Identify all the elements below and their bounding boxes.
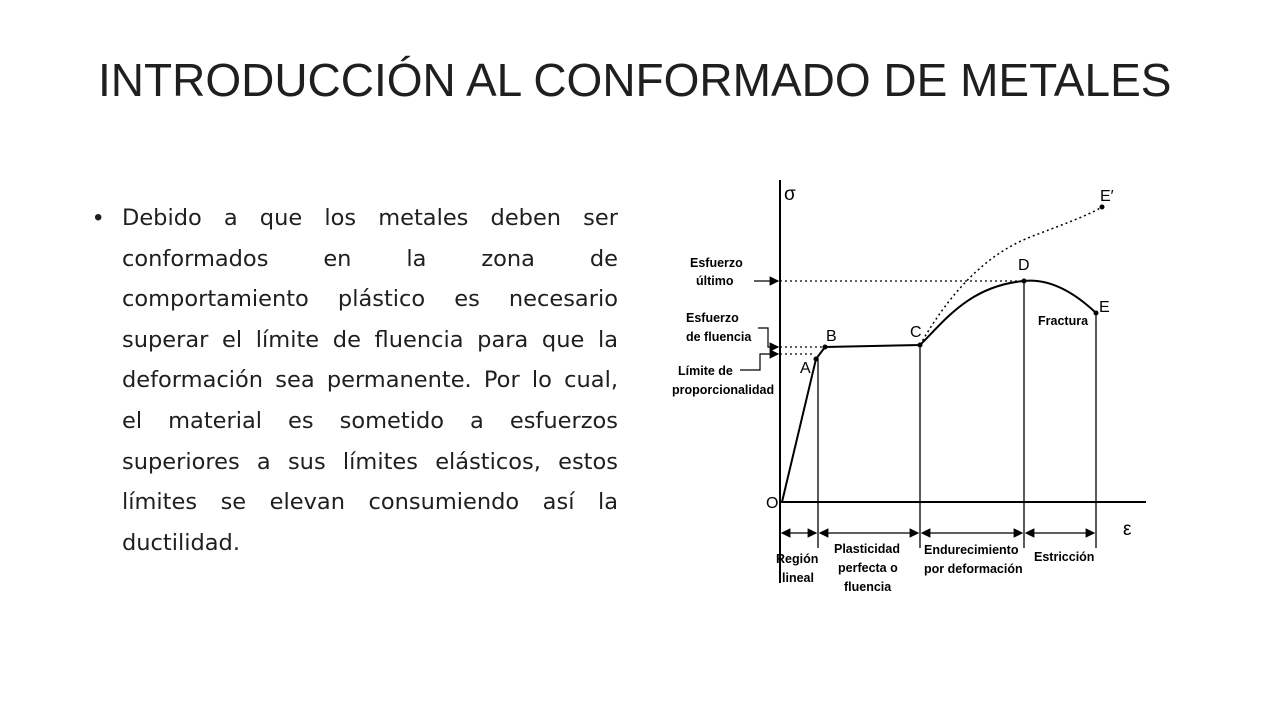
stress-strain-diagram — [668, 178, 1148, 608]
point-c-label: C — [910, 324, 922, 341]
slide-title: INTRODUCCIÓN AL CONFORMADO DE METALES — [98, 54, 1172, 106]
bullet-item — [94, 198, 618, 563]
yield-stress-label-line2: de fluencia — [686, 330, 752, 344]
point-e-dot — [1094, 311, 1099, 316]
point-d-dot — [1022, 279, 1027, 284]
ultimate-stress-label-line1: Esfuerzo — [690, 256, 743, 270]
point-b-label: B — [826, 328, 837, 345]
yield-stress-arrow — [758, 328, 778, 347]
point-d-label: D — [1018, 257, 1030, 274]
proportional-limit-arrow — [740, 354, 778, 370]
point-c-dot — [918, 343, 923, 348]
point-e-label: E — [1099, 299, 1110, 316]
proportional-limit-label-line1: Límite de — [678, 364, 733, 378]
region-plastic-label-line1: Plasticidad — [834, 542, 900, 556]
point-a-label: A — [800, 360, 811, 377]
proportional-limit-label-line2: proporcionalidad — [672, 383, 775, 397]
point-b-dot — [823, 345, 828, 350]
region-plastic-label-line3: fluencia — [844, 580, 892, 594]
point-e-prime-dot — [1100, 205, 1105, 210]
stress-axis-label: σ — [784, 184, 796, 205]
ultimate-stress-label-line2: último — [696, 274, 734, 288]
region-linear-label-line1: Región — [776, 552, 819, 566]
fracture-label: Fractura — [1038, 314, 1089, 328]
region-plastic-label-line2: perfecta o — [838, 561, 898, 575]
point-a-dot — [814, 357, 819, 362]
point-e-prime-label: E′ — [1100, 188, 1114, 205]
strain-axis-label: ε — [1123, 519, 1132, 540]
region-hardening-label-line1: Endurecimiento — [924, 543, 1019, 557]
region-hardening-label-line2: por deformación — [924, 562, 1023, 576]
bullet-text: Debido a que los metales deben ser conformados en la zona de comportamiento plástico es necesario superar el límite de fluencia para que la deformación sea permanente. Por lo cual, el material es sometido a esfuerzos superiores a sus límites elásticos, estos límites se elevan consumiendo así la ductilidad. — [122, 205, 618, 556]
yield-stress-label-line1: Esfuerzo — [686, 311, 739, 325]
point-o-label: O — [766, 495, 779, 512]
bullet-marker: • — [94, 204, 103, 231]
region-linear-label-line2: lineal — [782, 571, 814, 585]
region-necking-label: Estricción — [1034, 550, 1095, 564]
